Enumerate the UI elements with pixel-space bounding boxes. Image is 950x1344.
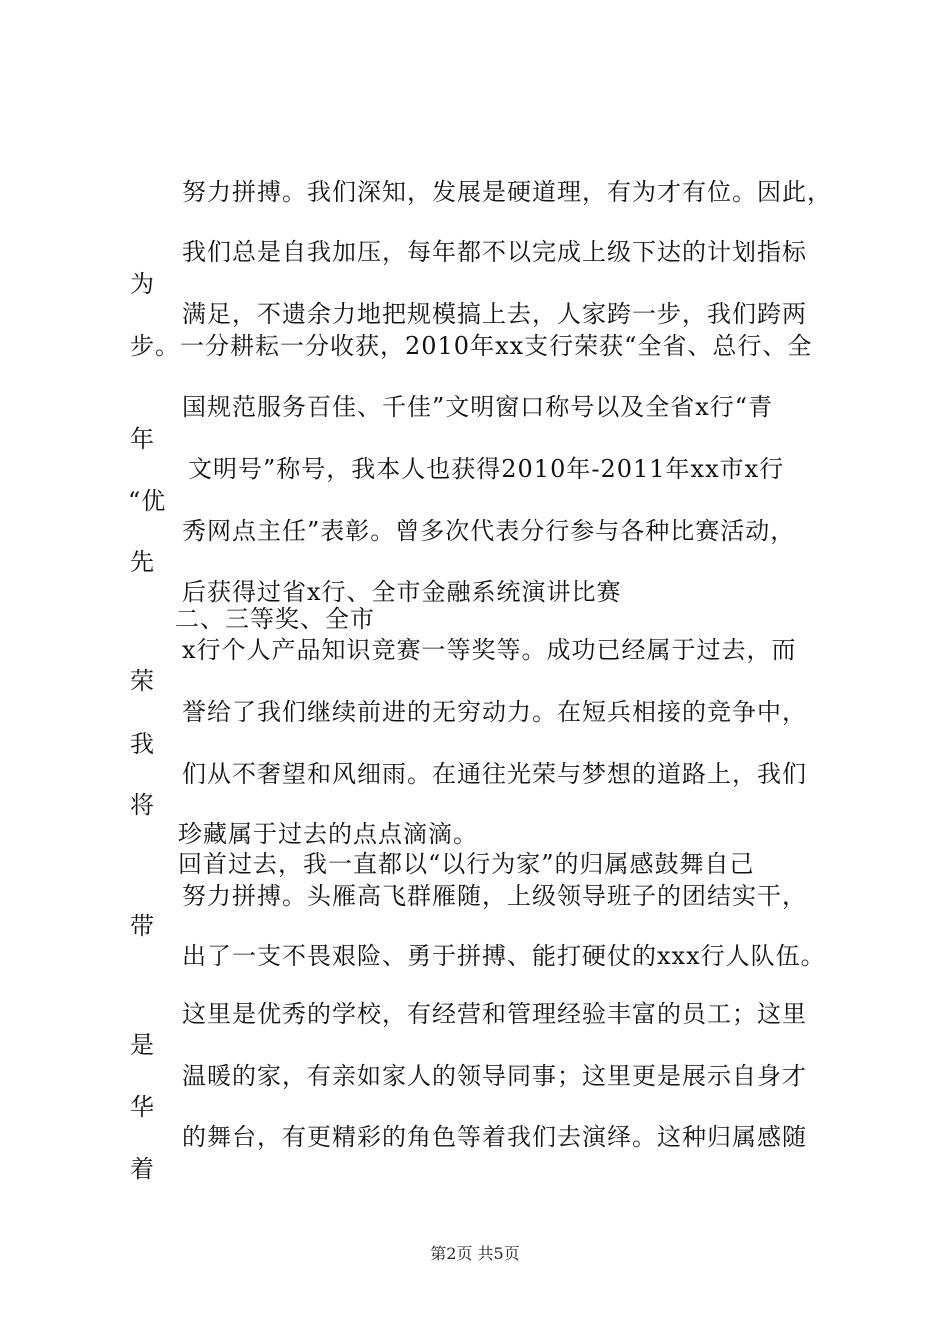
text-line: x行个人产品知识竞赛一等奖等。成功已经属于过去，而 [182, 636, 797, 664]
text-line: 努力拼搏。头雁高飞群雁随，上级领导班子的团结实干， [182, 882, 807, 910]
text-line: 回首过去，我一直都以“以行为家”的归属感鼓舞自己 [178, 850, 755, 878]
page-number-footer: 第2页 共5页 [430, 1244, 520, 1263]
text-line: 我 [130, 730, 155, 758]
text-line: 出了一支不畏艰险、勇于拼搏、能打硬仗的xxx行人队伍。 [182, 942, 826, 970]
text-line: 的舞台，有更精彩的角色等着我们去演绎。这种归属感随 [182, 1123, 807, 1151]
text-line: 年 [130, 425, 155, 453]
text-line: 满足，不遗余力地把规模搞上去，人家跨一步，我们跨两 [182, 300, 807, 328]
text-line: 二、三等奖、全市 [175, 605, 375, 633]
text-line: 为 [130, 270, 155, 298]
text-line: 们从不奢望和风细雨。在通往光荣与梦想的道路上，我们 [182, 760, 807, 788]
text-line: 将 [130, 791, 155, 819]
text-line: 带 [130, 912, 155, 940]
text-line: “优 [128, 487, 167, 515]
text-line: 努力拼搏。我们深知，发展是硬道理，有为才有位。因此， [182, 178, 832, 206]
text-line: 秀网点主任”表彰。曾多次代表分行参与各种比赛活动， [182, 517, 796, 545]
text-line: 步。一分耕耘一分收获，2010年xx支行荣获“全省、总行、全 [130, 332, 813, 360]
text-line: 珍藏属于过去的点点滴滴。 [178, 820, 478, 848]
text-line: 国规范服务百佳、千佳”文明窗口称号以及全省x行“青 [182, 393, 774, 421]
text-line: 文明号”称号，我本人也获得2010年-2011年xx市x行 [188, 455, 785, 483]
text-line: 着 [130, 1155, 155, 1183]
text-line: 先 [130, 548, 155, 576]
text-line: 后获得过省x行、全市金融系统演讲比赛 [182, 578, 622, 606]
text-line: 荣 [130, 667, 155, 695]
text-line: 我们总是自我加压，每年都不以完成上级下达的计划指标 [182, 238, 807, 266]
text-line: 温暖的家，有亲如家人的领导同事；这里更是展示自身才 [182, 1062, 807, 1090]
text-line: 是 [130, 1031, 155, 1059]
text-line: 誉给了我们继续前进的无穷动力。在短兵相接的竞争中， [182, 698, 807, 726]
text-line: 华 [130, 1093, 155, 1121]
text-line: 这里是优秀的学校，有经营和管理经验丰富的员工；这里 [182, 1000, 807, 1028]
